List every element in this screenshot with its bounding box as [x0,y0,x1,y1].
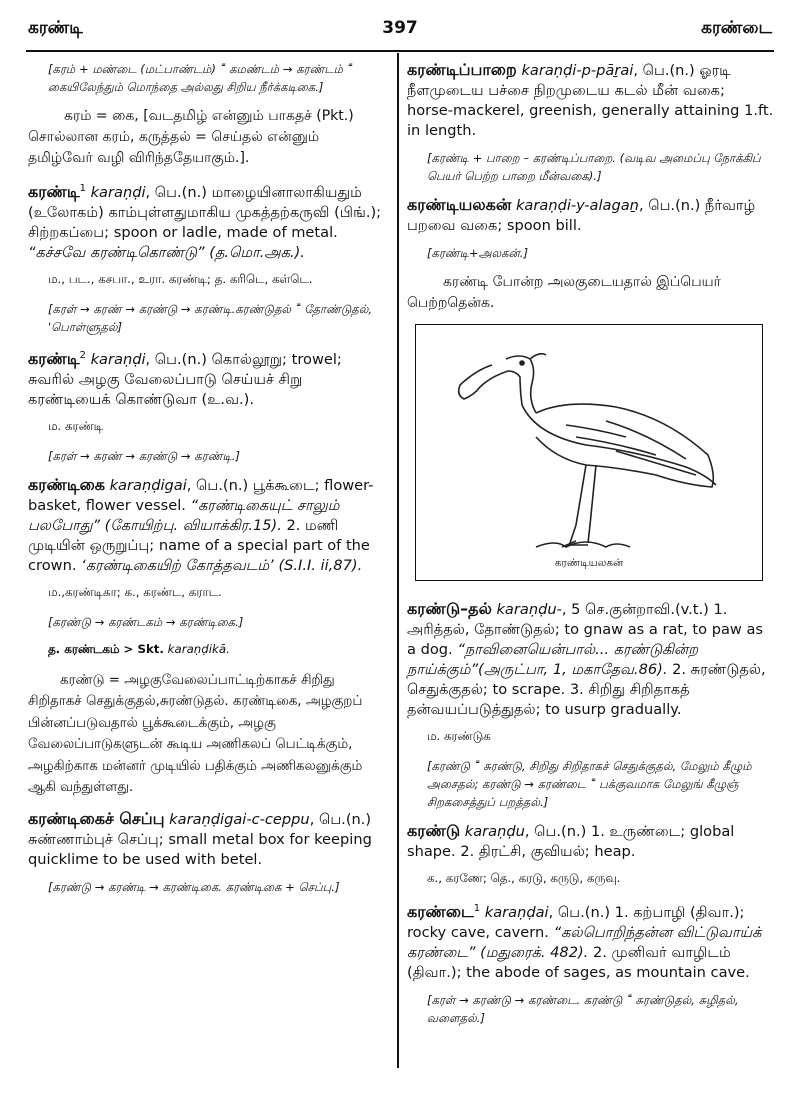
headword: கரண்டி [28,181,80,201]
transliteration: karaṇḍigai [109,476,187,494]
cognates: ம. கரண்டுக [427,729,491,743]
page-header [0,0,800,48]
definition: , பெ.(n.) 1. கற்பாழி (திவா.); rocky cave, cavern. [407,903,745,941]
dictionary-entry-karandippaarai [407,60,775,141]
etymology-note: [கரண்டு → கரண்டகம் → கரண்டிகை.] [48,614,244,629]
etymology-note: [கரம் + மண்டை (மட்பாண்டம்) ˭ கமண்டம் → கரண்டம் ˭ கையிலேந்தும் மொந்தை அல்லது சிறிய நீர்க்கடிகை.] [48,62,353,94]
dictionary-entry-karandu-thal [407,599,775,720]
definition-2: 2. முனிவர் வாழிடம் (திவா.); the abode of sages, as mountain cave. [407,943,750,981]
column-divider [397,53,399,1068]
page-number: 397 [382,18,418,38]
etymology-note: [கரண்டி + பாறை – கரண்டிப்பாறை. (வடிவ அமைப்பு நோக்கிப் பெயர் பெற்ற பாறை மீன்வகை).] [427,151,761,183]
citation-quote: “கல்பொறிந்தன்ன விட்டுவாய்க் கரண்டை” (மதுரைக். 482). [407,923,762,961]
dictionary-entry-karandi-1 [28,179,388,263]
header-left-guide-word: கரண்டி [28,18,83,38]
headword: கரண்டு [407,821,461,840]
citation-quote: “நாவினையென்பால்... கரண்டுகின்ற நாய்க்கும்”(அருட்பா, 1, மகாதேவ.86). [407,641,699,678]
definition: , பெ.(n.) 1. உருண்டை; global shape. 2. திரட்சி, குவியல்; heap. [407,823,735,860]
transliteration: karaṇḍi-y-alagaṉ [515,197,639,214]
cognates: க., கரணே; தெ., கரடு, கருடு, கருவு. [427,871,621,885]
citation-quote: “கரண்டிகையுட் சாலும் பலபோது” (கோயிற்பு. வியாக்கிர.15). [28,496,340,534]
transliteration: karaṇḍu- [496,601,562,618]
dictionary-entry-karandu [407,821,775,862]
headword: கரண்டி [28,348,80,368]
headword: கரண்டிகைச் செப்பு [28,808,165,828]
dictionary-entry-karandigai [28,475,388,576]
skt-prefix: த. கரண்டகம் > Skt. [48,641,164,656]
definition: , பெ.(n.) மாழையினாலாகியதும் (உலோகம்) காம்புள்ளதுமாகிய முகத்தற்கருவி (பிங்.); சிற்றகப்பை; spoon or ladle, made of metal. [28,183,382,241]
citation-quote: “கச்சவே கரண்டிகொண்டு” (த.மொ.அக.). [28,243,305,261]
homonym-number: 1 [79,183,86,194]
dictionary-entry-karandai-1 [407,899,775,983]
cognates: ம., பட., கசபா., உரா. கரண்டி; த. கரிடெ, கள்டெ. [48,271,313,286]
transliteration: karaṇḍigai-c-ceppu [169,810,310,828]
citation-quote: ‘கரண்டிகையிற் கோத்தவடம்’ (S.I.I. ii,87). [81,556,363,574]
dictionary-entry-karandiyalagan [407,195,775,236]
explanatory-note: கரண்டி போன்ற அலகுடையதால் இப்பெயர் பெற்றதென்க. [407,274,721,311]
headword: கரண்டை [407,901,474,921]
definition: , பெ.(n.) சுண்ணாம்புச் செப்பு; small metal box for keeping quicklime to be used with betel. [28,810,372,868]
transliteration: karaṇḍi [90,350,146,368]
etymology-note: [கரண்டு → கரண்டி → கரண்டிகை. கரண்டிகை + செப்பு.] [48,879,340,894]
left-column [28,60,388,906]
cognates: ம.,கரண்டிகா; க., கரண்ட, கராட. [48,584,222,599]
transliteration: karaṇḍi [90,183,146,201]
definition: , பெ.(n.) கொல்லூறு; trowel; சுவரில் அழகு வேலைப்பாடு செய்யச் சிறு கரண்டியைக் கொண்டுவா (உ.வ.). [28,350,342,408]
definition: , 5 செ.குன்றாவி.(v.t.) 1. அரித்தல், தோண்டுதல்; to gnaw as a rat, to paw as a dog. [407,601,764,658]
definition: , பெ.(n.) பூக்கூடை; flower-basket, flower vessel. [28,476,374,514]
explanatory-paragraph: கரண்டு = அழகுவேலைப்பாட்டிற்காகச் சிறிது சிறிதாகச் செதுக்குதல்,சுரண்டுதல். கரண்டிகை, அழகுறப் பின்னப்படுவதால் பூக்கூடைக்கும், அழகு வேலைப்பாடுகளுடன் கூடிய அணிகலப் பெட்டிக்கும், அழகிற்காக மன்னர் முடியில் பதிக்கும் அணிகலனுக்கும் ஆகி வந்துள்ளது. [28,672,363,796]
figure-caption: கரண்டியலகன் [554,557,624,569]
etymology-note: [கரள் → கரண்டு → கரண்டை. கரண்டு ˭ சுரண்டுதல், சுழிதல், வளைதல்.] [427,992,739,1025]
spoonbill-illustration [415,324,763,581]
etymology-note: [கரள் → கரண் → கரண்டு → கரண்டி.கரண்டுதல் ˭ தோண்டுதல், 'பொள்ளுதல்] [48,301,373,334]
dictionary-entry-karandi-2 [28,346,388,410]
header-rule [26,50,774,52]
explanatory-note: கரம் = கை, [வடதமிழ் என்னும் பாகதச் (Pkt.) சொல்லான கரம், கருத்தல் = செய்தல் என்னும் தமிழ்வேர் வழி விரிந்ததேயாகும்.]. [28,108,354,166]
definition: , பெ.(n.) நீர்வாழ் பறவை வகை; spoon bill. [407,197,756,234]
right-column [407,60,775,1037]
headword: கரண்டு–தல் [407,599,492,618]
headword: கரண்டியலகன் [407,195,512,214]
homonym-number: 1 [473,903,481,914]
headword: கரண்டிகை [28,474,105,494]
transliteration: karaṇḍai [484,903,549,921]
etymology-note: [கரண்டு ˭ சுரண்டு, சிறிது சிறிதாகச் செதுக்குதல், மேலும் கீழும் அசைதல்; கரண்டு → கரண்டை ˭ பக்குவமாக மேலுங் கீழுஞ் சிறகசைத்துப் பறத்தல்.] [427,759,752,809]
definition-2: 2. சுரண்டுதல், செதுக்குதல்; to scrape. 3. சிறிது சிறிதாகத் தன்வயப்படுத்துதல்; to usurp gradually. [407,661,766,718]
etymology-note: [கரள் → கரண் → கரண்டு → கரண்டி.] [48,448,240,463]
header-right-guide-word: கரண்டை [701,18,772,38]
sanskrit-derivation [48,641,388,658]
transliteration: karaṇḍu [464,823,525,840]
etymology-note: [கரண்டி+அலகன்.] [427,246,528,260]
headword: கரண்டிப்பாறை [407,60,517,79]
cognates: ம. கரண்டி [48,418,104,433]
transliteration: karaṇḍi-p-pāṟai [521,62,634,79]
dictionary-entry-karandigai-c-ceppu [28,809,388,870]
definition-2: 2. மணி முடியின் ஒருறுப்பு; name of a special part of the crown. [28,516,370,574]
definition: , பெ.(n.) ஓரடி நீளமுடைய பச்சை நிறமுடைய கடல் மீன் வகை; horse-mackerel, greenish, generally attaining 1.ft. in length. [407,62,774,139]
spoonbill-drawing-icon [416,325,762,555]
skt-form: karaṇḍikā. [167,641,230,656]
homonym-number: 2 [79,349,86,361]
